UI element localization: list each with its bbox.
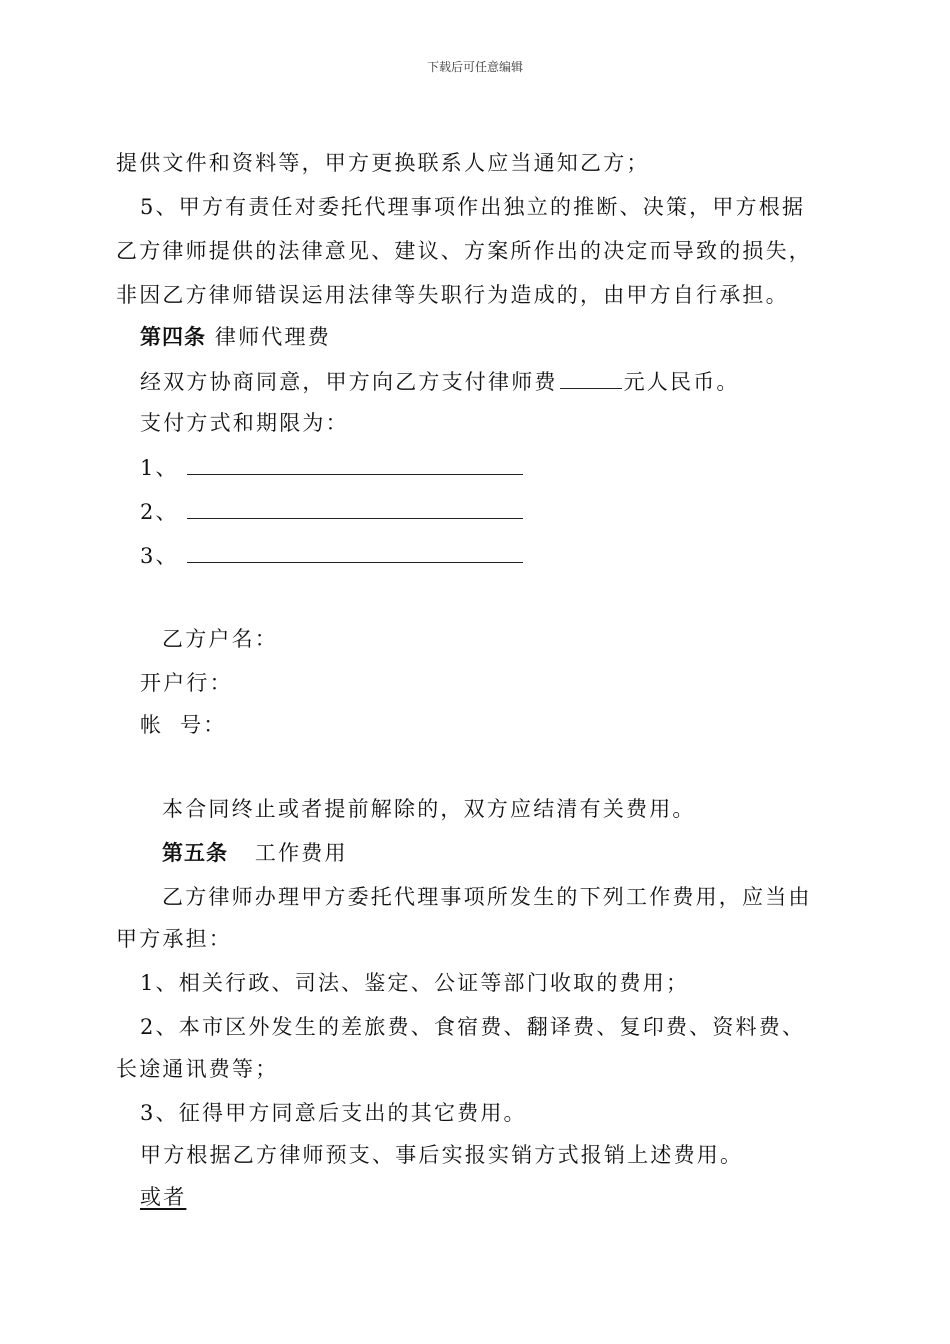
article-4-name: 律师代理费 (214, 325, 331, 349)
payment-item-1 (140, 452, 523, 483)
bank-label: 开户行： (140, 671, 233, 695)
page-header: 下载后可任意编辑 (426, 60, 523, 74)
fee-text-a: 经双方协商同意，甲方向乙方支付律师费 (140, 370, 558, 394)
fee-text-b: 元人民币。 (623, 370, 740, 394)
account-name-label: 乙方户名： (162, 627, 278, 651)
article-5-number: 第五条 (162, 840, 228, 865)
article-4-number: 第四条 (140, 324, 206, 349)
payment-item-number: 1、 (140, 456, 179, 480)
list-item: 长途通讯费等； (116, 1057, 279, 1081)
payment-item-blank[interactable] (187, 496, 523, 519)
or-label: 或者 (140, 1185, 187, 1209)
para-line: 乙方律师提供的法律意见、建议、方案所作出的决定而导致的损失， (116, 239, 812, 263)
fee-line (140, 366, 740, 397)
payment-item-number: 2、 (140, 500, 179, 524)
article-4-heading (140, 322, 331, 352)
para-line: 本合同终止或者提前解除的，双方应结清有关费用。 (162, 797, 696, 821)
list-item: 2、本市区外发生的差旅费、食宿费、翻译费、复印费、资料费、 (140, 1015, 806, 1039)
article-5-name: 工作费用 (254, 841, 348, 865)
para-line: 乙方律师办理甲方委托代理事项所发生的下列工作费用，应当由 (162, 885, 812, 909)
article-5-heading (162, 838, 348, 868)
para-line: 非因乙方律师错误运用法律等失职行为造成的，由甲方自行承担。 (116, 283, 789, 307)
list-item: 3、征得甲方同意后支出的其它费用。 (140, 1101, 527, 1125)
payment-item-2 (140, 496, 523, 527)
payment-item-blank[interactable] (187, 540, 523, 563)
payment-item-blank[interactable] (187, 452, 523, 475)
list-item: 1、相关行政、司法、鉴定、公证等部门收取的费用； (140, 971, 690, 995)
payment-item-number: 3、 (140, 544, 179, 568)
para-line: 提供文件和资料等，甲方更换联系人应当通知乙方； (116, 151, 650, 175)
payment-method-label: 支付方式和期限为： (140, 411, 349, 435)
fee-amount-blank[interactable] (560, 366, 622, 389)
account-number-label: 帐 号： (140, 713, 227, 737)
payment-item-3 (140, 540, 523, 571)
para-line: 甲方根据乙方律师预支、事后实报实销方式报销上述费用。 (140, 1143, 744, 1167)
para-line: 5、甲方有责任对委托代理事项作出独立的推断、决策，甲方根据 (140, 195, 806, 219)
para-line: 甲方承担： (116, 927, 232, 951)
